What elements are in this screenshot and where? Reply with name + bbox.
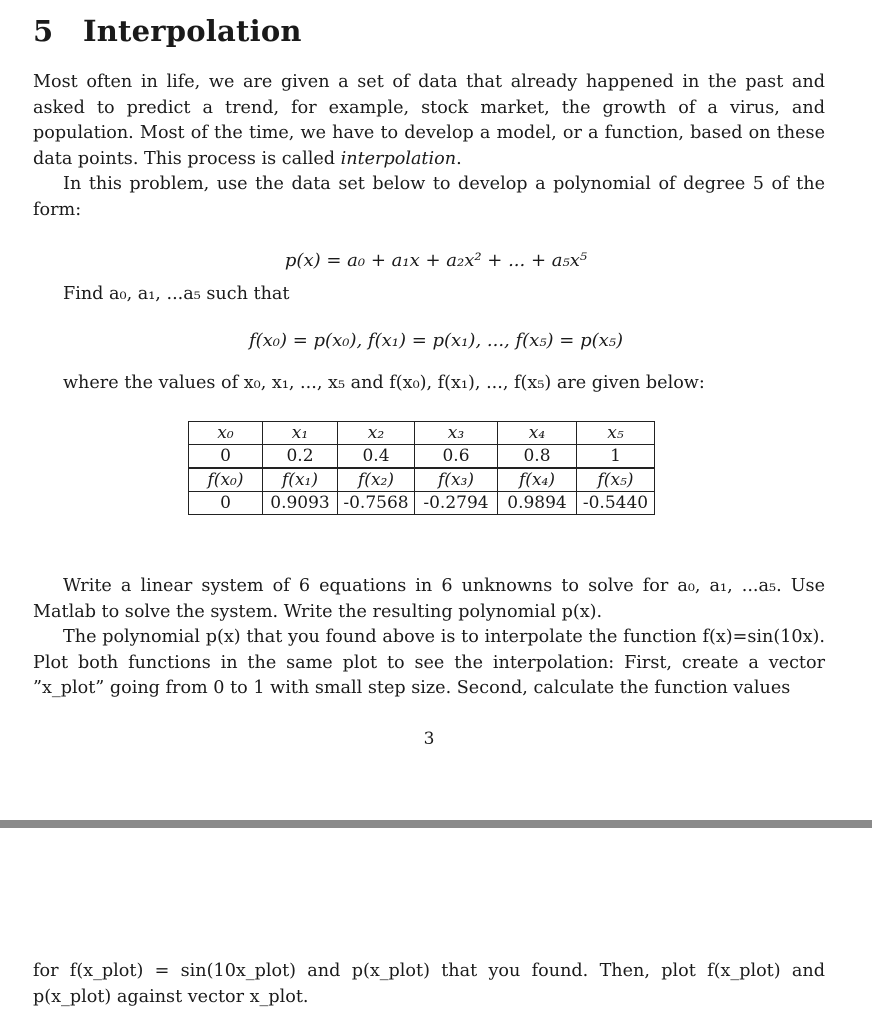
intro-text-end: . bbox=[456, 148, 462, 169]
where-line: where the values of x₀, x₁, ..., x₅ and f(x₀), f(x₁), ..., f(x₅) are given below: bbox=[63, 373, 705, 393]
table-cell: 0.4 bbox=[338, 445, 415, 469]
f-value-row bbox=[189, 492, 655, 515]
table-cell: 0 bbox=[189, 445, 263, 469]
table-cell: x₄ bbox=[498, 422, 577, 445]
table-cell: f(x₃) bbox=[415, 468, 498, 492]
table-cell: 0.8 bbox=[498, 445, 577, 469]
find-coefficients-line: Find a₀, a₁, ...a₅ such that bbox=[63, 284, 290, 304]
table-cell: 0.9894 bbox=[498, 492, 577, 515]
table-cell: x₂ bbox=[338, 422, 415, 445]
table-cell: f(x₂) bbox=[338, 468, 415, 492]
table-cell: -0.7568 bbox=[338, 492, 415, 515]
intro-text: Most often in life, we are given a set of data that already happened in the past and asked to predict a trend, for example, stock market, the growth of a virus, and population. Most of the time, we have to develop a model, or a function, based on these data points. This process is called bbox=[33, 72, 825, 169]
interpolation-term: interpolation bbox=[340, 148, 457, 169]
section-number: 5 bbox=[33, 14, 54, 48]
section-title: Interpolation bbox=[83, 14, 302, 48]
interpolation-conditions: f(x₀) = p(x₀), f(x₁) = p(x₁), ..., f(x₅) = p(x₅) bbox=[248, 330, 624, 351]
page-break-divider bbox=[0, 820, 872, 828]
table-cell: f(x₁) bbox=[263, 468, 338, 492]
table-cell: -0.2794 bbox=[415, 492, 498, 515]
table-cell: f(x₀) bbox=[189, 468, 263, 492]
x-header-row bbox=[189, 422, 655, 445]
table-cell: x₀ bbox=[189, 422, 263, 445]
table-cell: 1 bbox=[577, 445, 655, 469]
plot-instructions-paragraph: The polynomial p(x) that you found above is to interpolate the function f(x)=sin(10x). Plot both functions in the same plot to see the interpolation: First, create a vector ”x_plot” going from 0 to 1 with small step size. Second, calculate the function values bbox=[33, 627, 825, 698]
table-cell: f(x₄) bbox=[498, 468, 577, 492]
intro-paragraph bbox=[33, 70, 825, 172]
continuation-paragraph: for f(x_plot) = sin(10x_plot) and p(x_plot) that you found. Then, plot f(x_plot) and p(x_plot) against vector x_plot. bbox=[33, 961, 825, 1007]
linear-system-paragraph: Write a linear system of 6 equations in 6 unknowns to solve for a₀, a₁, ...a₅. Use Matlab to solve the system. Write the resulting polynomial p(x). bbox=[33, 576, 825, 622]
f-header-row bbox=[189, 468, 655, 492]
table-cell: -0.5440 bbox=[577, 492, 655, 515]
problem-paragraph: In this problem, use the data set below to develop a polynomial of degree 5 of the form: bbox=[33, 174, 825, 220]
table-cell: x₁ bbox=[263, 422, 338, 445]
table-cell: x₃ bbox=[415, 422, 498, 445]
table-cell: f(x₅) bbox=[577, 468, 655, 492]
table-cell: x₅ bbox=[577, 422, 655, 445]
table-cell: 0 bbox=[189, 492, 263, 515]
polynomial-equation: p(x) = a₀ + a₁x + a₂x² + ... + a₅x⁵ bbox=[284, 250, 588, 271]
table-cell: 0.2 bbox=[263, 445, 338, 469]
table-cell: 0.9093 bbox=[263, 492, 338, 515]
x-value-row bbox=[189, 445, 655, 469]
page-number: 3 bbox=[423, 729, 435, 749]
section-heading bbox=[33, 14, 302, 48]
table-cell: 0.6 bbox=[415, 445, 498, 469]
data-table bbox=[188, 421, 655, 515]
